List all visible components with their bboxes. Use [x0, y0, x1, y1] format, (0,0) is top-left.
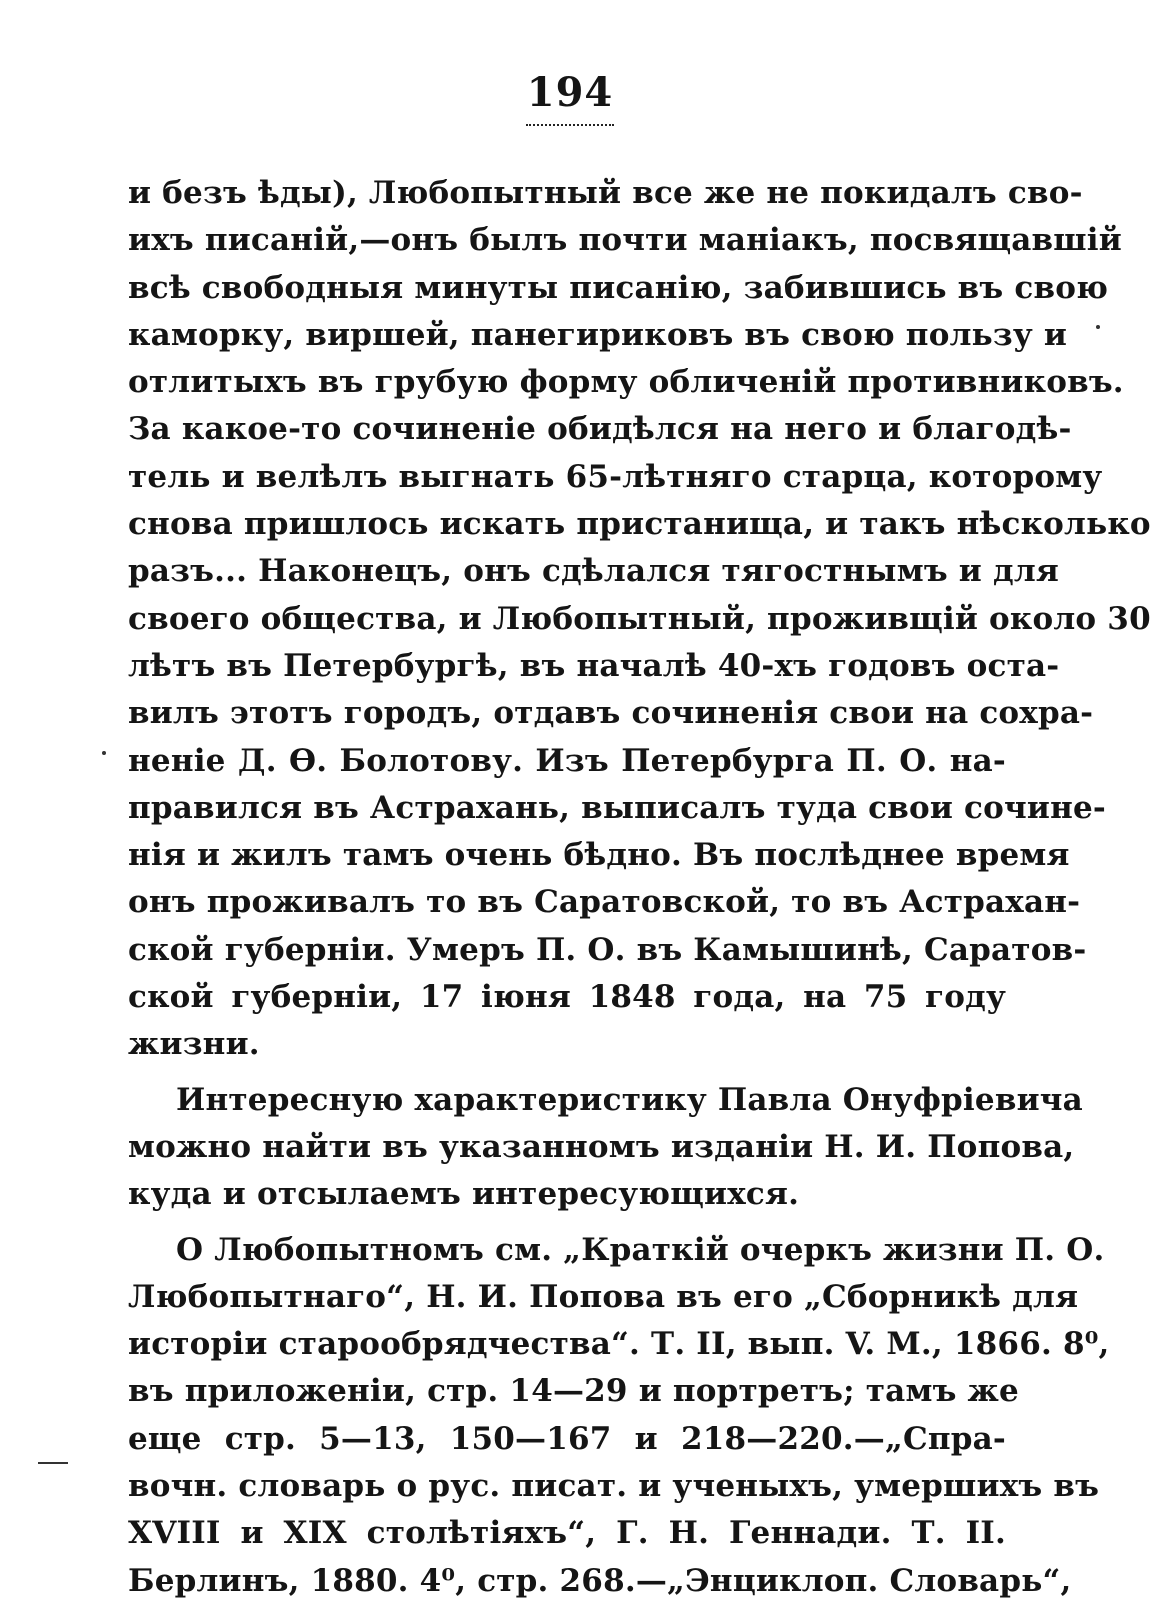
- text-line: лѣтъ въ Петербургѣ, въ началѣ 40-хъ годовъ оста-: [128, 647, 1060, 684]
- text-line: еще стр. 5—13, 150—167 и 218—220.—„Спра-: [128, 1420, 1006, 1457]
- margin-mark: [38, 1462, 68, 1464]
- body-text: [128, 170, 1151, 1605]
- paragraph-gap: [128, 1069, 1006, 1077]
- text-line: каморку, виршей, панегириковъ въ свою пользу и: [128, 316, 1068, 353]
- text-line: Интересную характеристику Павла Онуфріевича: [176, 1081, 1083, 1118]
- text-line: неніе Д. Ѳ. Болотову. Изъ Петербурга П. О. на-: [128, 742, 1006, 779]
- text-line: нія и жилъ тамъ очень бѣдно. Въ послѣднее время: [128, 837, 1070, 874]
- paragraph-gap: [128, 1219, 1006, 1227]
- text-line: XVIII и XIX столѣтіяхъ“, Г. Н. Геннади. Т. II.: [128, 1515, 1006, 1552]
- text-line: въ приложеніи, стр. 14—29 и портретъ; тамъ же: [128, 1373, 1019, 1410]
- text-line: онъ проживалъ то въ Саратовской, то въ Астрахан-: [128, 884, 1081, 921]
- paragraph-3: [128, 1227, 1110, 1605]
- text-line: О Любопытномъ см. „Краткій очеркъ жизни П. О.: [176, 1231, 1105, 1268]
- text-line: вилъ этотъ городъ, отдавъ сочиненія свои на сохра-: [128, 695, 1094, 732]
- margin-mark: [102, 751, 106, 755]
- text-line: разъ... Наконецъ, онъ сдѣлался тягостнымъ и для: [128, 553, 1059, 590]
- text-line: и безъ ѣды), Любопытный все же не покидалъ сво-: [128, 175, 1083, 211]
- text-line: Берлинъ, 1880. 4⁰, стр. 268.—„Энциклоп. Словарь“,: [128, 1562, 1072, 1599]
- text-line: правился въ Астрахань, выписалъ туда свои сочине-: [128, 789, 1106, 826]
- text-line: своего общества, и Любопытный, проживщій около 30: [128, 600, 1151, 637]
- text-line: ихъ писаній,—онъ былъ почти маніакъ, посвящавшій: [128, 222, 1122, 259]
- text-line: За какое-то сочиненіе обидѣлся на него и благодѣ-: [128, 411, 1072, 448]
- text-line: исторіи старообрядчества“. Т. II, вып. V. М., 1866. 8⁰,: [128, 1326, 1110, 1363]
- margin-mark: [1096, 325, 1100, 329]
- text-line: ской губерніи, 17 іюня 1848 года, на 75 году: [128, 979, 1006, 1016]
- text-line: всѣ свободныя минуты писанію, забившись въ свою: [128, 269, 1109, 306]
- text-line: тель и велѣлъ выгнать 65-лѣтняго старца, которому: [128, 458, 1103, 495]
- text-line: можно найти въ указанномъ изданіи Н. И. Попова,: [128, 1128, 1075, 1165]
- text-line: снова пришлось искать пристанища, и такъ нѣсколько: [128, 506, 1151, 543]
- text-line: отлитыхъ въ грубую форму обличеній противниковъ.: [128, 364, 1124, 401]
- paragraph-1: [128, 170, 1151, 1069]
- page-number: 194: [526, 69, 614, 116]
- page-number-rule: [526, 124, 614, 126]
- text-line: жизни.: [128, 1026, 260, 1063]
- paragraph-2: [128, 1077, 1083, 1219]
- text-line: вочн. словарь о рус. писат. и ученыхъ, умершихъ въ: [128, 1468, 1100, 1505]
- text-line: ской губерніи. Умеръ П. О. въ Камышинѣ, Саратов-: [128, 931, 1087, 968]
- text-line: куда и отсылаемъ интересующихся.: [128, 1176, 800, 1213]
- text-line: Любопытнаго“, Н. И. Попова въ его „Сборникѣ для: [128, 1278, 1079, 1315]
